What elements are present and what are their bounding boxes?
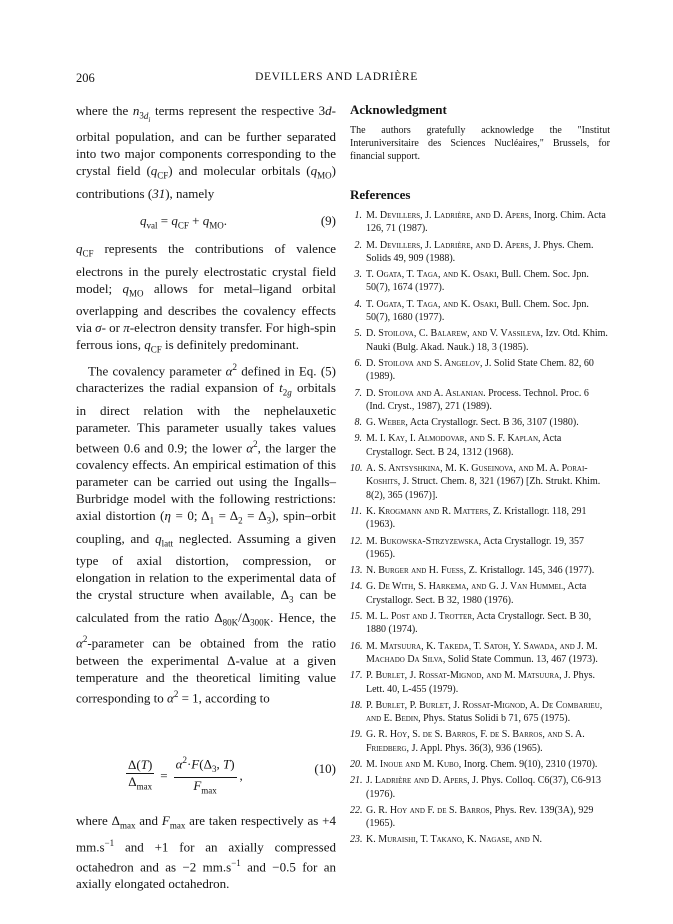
reference-citation: Acta Crystallogr. Sect. B 36, 3107 (1980). [409,417,579,429]
reference-citation: Phys. Status Solidi b 71, 675 (1975). [423,713,571,725]
reference-authors: T. Ogata, T. Taga, and K. Osaki, [366,269,499,281]
reference-item [350,327,610,354]
reference-authors: M. L. Post and J. Trotter, [366,611,475,623]
paragraph-delta-max: where $\Delta_{max}$ and $F_{max}$ are taken respectively as +4 $mm.s^{-1}$ and +1 for an axially compressed octahedron and as −2 $mm.s^{-1}$ and −0.5 for an axially elongated octahedron. [76,813,337,892]
reference-item [350,610,610,637]
equation-9 [76,202,336,240]
reference-authors: J. Ladrière and D. Apers, [366,775,470,787]
reference-number: 23. [350,834,363,846]
acknowledgment-text: The authors gratefully acknowledge the "Institut Interuniversitaire des Sciences Nucléaires," Brussels, for financial support. [350,125,610,162]
reference-number: 19. [350,729,363,741]
reference-citation: J. Phys. Chem. Solids 49, 909 (1988). [366,239,594,264]
right-column [350,102,610,850]
reference-citation: Acta Crystallogr. 19, 357 (1965). [366,535,584,560]
reference-item [350,387,610,414]
reference-citation: Process. Technol. Proc. 6 (Ind. Cryst., 1987), 271 (1989). [366,387,589,412]
reference-item [350,209,610,236]
reference-number: 13. [350,565,363,577]
reference-citation: Z. Kristallogr. 145, 346 (1977). [468,565,595,577]
reference-authors: G. R. Hoy, S. de S. Barros, F. de S. Barros, and S. A. Friedberg, [366,729,585,754]
reference-authors: M. I. Kay, I. Almodovar, and S. F. Kaplan, [366,433,541,445]
reference-citation: Acta Crystallogr. Sect. B 30, 1880 (1974). [366,611,592,636]
left-column [76,102,336,892]
reference-citation: Solid State Commun. 13, 467 (1973). [447,653,598,665]
reference-authors: P. Burlet, P. Burlet, J. Rossat-Mignod, A. De Combarieu, and E. Bedin, [366,699,603,725]
reference-citation: Inorg. Chem. 9(10), 2310 (1970). [463,758,598,770]
reference-authors: G. Weber, [366,417,408,429]
reference-authors: G. R. Hoy and F. de S. Barros, [366,804,493,816]
reference-authors: M. Bukowska-Strzyzewska, [366,535,482,547]
reference-number: 6. [354,357,362,369]
reference-item [350,416,610,429]
reference-citation: Phys. Rev. 139(3A), 929 (1965). [366,804,594,830]
reference-authors: K. Krogmann and R. Matters, [366,505,491,517]
page-number: 206 [76,71,95,85]
reference-item [350,640,610,667]
reference-item [350,239,610,266]
paragraph-qcf-contributions: $q_{CF}$ represents the contributions of valence electrons in the purely electrostatic crystal field model; $q_{MO}$ allows for metal–ligand orbital overlapping and describes the covalency effects via σ- or π-electron density transfer. For high-spin ferrous ions, $q_{CF}$ is definitely predominant. [76,240,336,355]
reference-number: 10. [350,463,363,475]
reference-number: 21. [350,775,363,787]
reference-citation: Acta Crystallogr. Sect. B 32, 1980 (1976). [366,581,587,606]
reference-item [350,699,610,726]
reference-item [350,564,610,577]
reference-item [350,357,610,384]
reference-authors: T. Ogata, T. Taga, and K. Osaki, [366,298,499,310]
reference-authors: M. Devillers, J. Ladrière, and D. Apers, [366,210,532,221]
reference-citation: J. Phys. Colloq. C6(37), C6-913 (1976). [366,775,602,800]
reference-number: 4. [354,298,362,310]
reference-number: 2. [354,239,362,251]
reference-number: 7. [354,387,362,399]
reference-citation: J. Struct. Chem. 8, 321 (1967) [Zh. Strukt. Khim. 8(2), 365 (1967)]. [366,476,601,501]
reference-list [350,209,610,847]
reference-citation: Bull. Chem. Soc. Jpn. 50(7), 1674 (1977). [366,269,589,294]
reference-number: 8. [354,417,362,429]
reference-authors: N. Burger and H. Fuess, [366,565,467,577]
reference-citation: J. Appl. Phys. 36(3), 936 (1965). [411,742,543,754]
reference-citation: J. Solid State Chem. 82, 60 (1989). [366,357,594,383]
references-heading: References [350,187,411,202]
reference-item [350,833,610,846]
reference-citation: J. Phys. Lett. 40, L-455 (1979). [366,670,595,695]
reference-authors: A. S. Antsyshkina, M. K. Guseinova, and M. A. Porai-Koshits, [366,463,588,488]
reference-number: 18. [350,699,363,711]
reference-number: 12. [350,535,363,547]
paragraph-covalency-parameter: The covalency parameter $\alpha^2$ defined in Eq. (5) characterizes the radial expansion of $t_{2g}$ orbitals in direct relation with the nephelauxetic parameter. This parameter usually takes values between 0.6 and 0.9; the lower $\alpha^2$, the larger the covalency effects. An empirical estimation of this parameter can be carried out using the Ingalls–Burbridge model with the following restrictions: axial distortion (η = 0; $\Delta_1 = \Delta_2 = \Delta_3$), spin–orbit coupling, and $q_{latt}$ neglected. Assuming a given type of axial distortion, compression, or elongation in relation to the experimental data of the crystal structure when available, $\Delta_3$ can be calculated from the ratio $\Delta_{80K}/\Delta_{300K}$. Hence, the $\alpha^2$-parameter can be obtained from the ratio between the experimental Δ-value at a given temperature and the theoretical limiting value corresponding to $\alpha^2 = 1$, according to [76,361,337,706]
reference-item [350,462,610,502]
reference-authors: M. Matsuura, K. Takeda, T. Satoh, Y. Sawada, and J. M. Machado Da Silva, [366,640,598,665]
reference-authors: M. Devillers, J. Ladrière, and D. Apers, [366,239,532,251]
paragraph-orbital-population: where the $n_{3d_i}$ terms represent the respective 3d-orbital population, and can be further separated into two major components corresponding to the crystal field $(q_{CF})$ and molecular orbitals $(q_{MO})$ contributions (31), namely [76,103,336,201]
reference-item [350,758,610,771]
reference-number: 1. [354,210,362,221]
reference-authors: P. Burlet, J. Rossat-Mignod, and M. Matsuura, [366,670,562,682]
reference-item [350,268,610,295]
reference-number: 20. [350,758,363,770]
reference-item [350,804,610,831]
reference-item [350,774,610,801]
reference-number: 5. [354,328,362,340]
acknowledgment-heading: Acknowledgment [350,102,447,117]
equation-9-number: (9) [320,212,336,228]
reference-authors: G. De With, S. Harkema, and G. J. Van Hummel, [366,581,566,593]
reference-authors: D. Stoilova and A. Aslanian. [366,387,486,399]
equation-10-number: (10) [314,761,336,777]
equation-9-body: $q_{val} = q_{CF} + q_{MO}$. [140,212,227,231]
reference-item [350,669,610,696]
reference-authors: K. Muraishi, T. Takano, K. Nagase, and N. [366,834,543,846]
reference-item [350,298,610,325]
reference-number: 16. [350,640,363,652]
reference-authors: D. Stoilova and S. Angelov, [366,357,483,369]
reference-number: 11. [350,505,362,517]
reference-item [350,535,610,562]
equation-10-body: Δ(T) $\Delta_{max}$ = $\alpha^2\cdot F(\Delta_3$, T) $F_{max}$ , [126,752,243,799]
reference-citation: Izv. Otd. Khim. Nauki (Bulg. Akad. Nauk.) 18, 3 (1985). [366,328,608,353]
reference-number: 17. [350,670,363,682]
reference-authors: M. Inoue and M. Kubo, [366,758,462,770]
reference-number: 14. [350,581,363,593]
reference-authors: D. Stoilova, C. Balarew, and V. Vassileva, [366,328,544,340]
reference-item [350,432,610,459]
reference-item [350,505,610,532]
equation-10 [76,750,336,812]
reference-number: 15. [350,611,363,623]
reference-number: 9. [354,433,362,445]
running-title: DEVILLERS AND LADRIÈRE [255,71,418,83]
reference-citation: Acta Crystallogr. Sect. B 24, 1312 (1968). [366,433,562,458]
reference-citation: Z. Kristallogr. 118, 291 (1963). [366,505,587,531]
reference-number: 3. [354,269,362,281]
reference-citation: Bull. Chem. Soc. Jpn. 50(7), 1680 (1977). [366,298,589,324]
reference-item [350,728,610,755]
reference-number: 22. [350,804,363,816]
reference-citation: Inorg. Chim. Acta 126, 71 (1987). [366,210,606,235]
reference-item [350,580,610,607]
